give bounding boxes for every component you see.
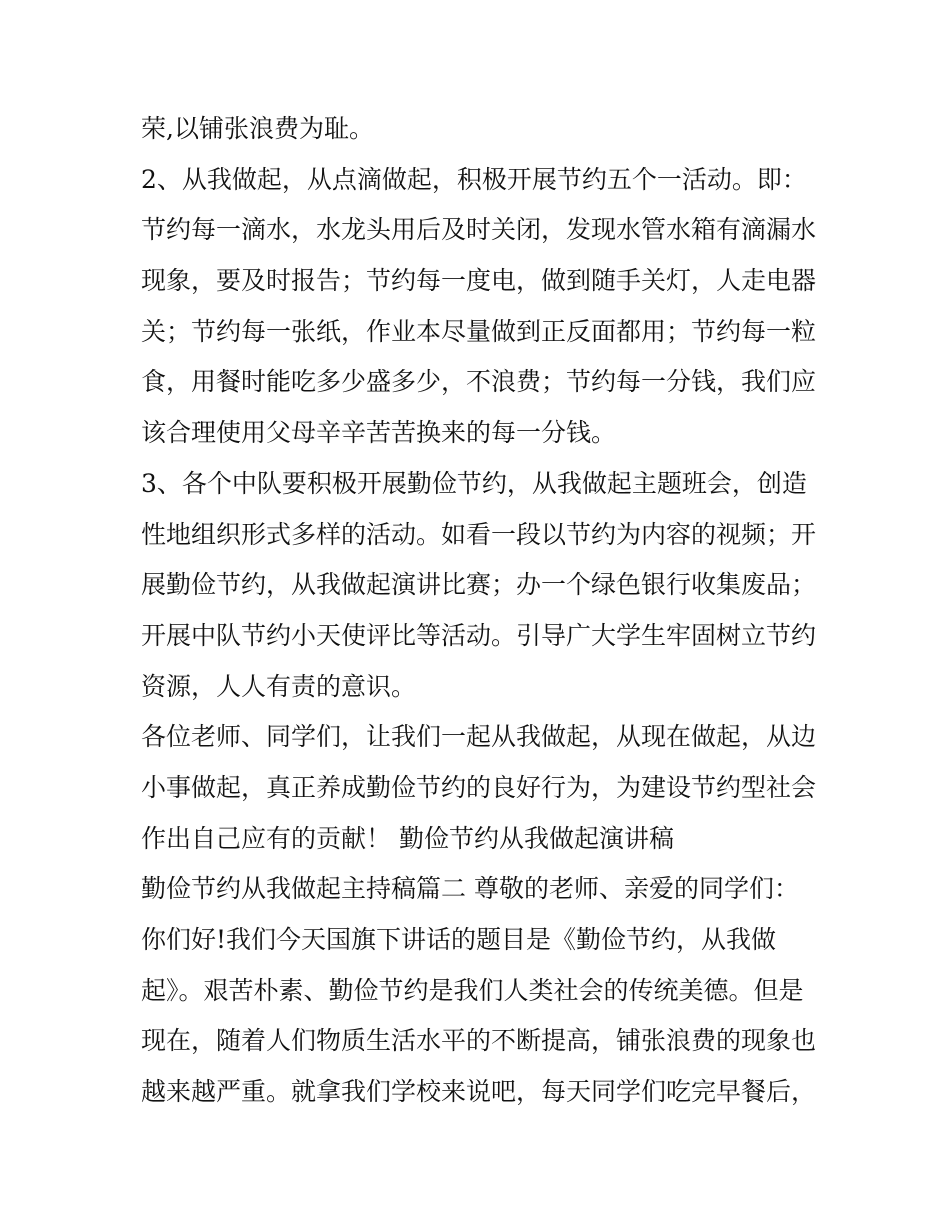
text-line: 该合理使用父母辛辛苦苦换来的每一分钱。 bbox=[141, 418, 617, 448]
text-line: 荣,以铺张浪费为耻。 bbox=[141, 114, 374, 143]
text-line: 现象，要及时报告；节约每一度电，做到随手关灯，人走电器 bbox=[141, 266, 817, 296]
text-line: 关；节约每一张纸，作业本尽量做到正反面都用；节约每一粒 bbox=[141, 316, 817, 346]
text-line: 现在，随着人们物质生活水平的不断提高，铺张浪费的现象也 bbox=[141, 1026, 817, 1056]
text-line: 作出自己应有的贡献！ 勤俭节约从我做起演讲稿 bbox=[141, 823, 674, 853]
text-line: 起》。艰苦朴素、勤俭节约是我们人类社会的传统美德。但是 bbox=[141, 975, 804, 1005]
body-text bbox=[141, 104, 821, 1118]
text-line: 你们好!我们今天国旗下讲话的题目是《勤俭节约，从我做 bbox=[141, 925, 777, 954]
text-line: 开展中队节约小天使评比等活动。引导广大学生牢固树立节约 bbox=[141, 620, 817, 650]
text-line: 勤俭节约从我做起主持稿篇二 尊敬的老师、亲爱的同学们： bbox=[141, 874, 799, 904]
text-line: 性地组织形式多样的活动。如看一段以节约为内容的视频；开 bbox=[141, 519, 817, 549]
text-line: 资源，人人有责的意识。 bbox=[141, 671, 417, 701]
text-line: 小事做起，真正养成勤俭节约的良好行为，为建设节约型社会 bbox=[141, 772, 817, 802]
text-line: 3、各个中队要积极开展勤俭节约，从我做起主题班会，创造 bbox=[141, 468, 807, 498]
text-line: 2、从我做起，从点滴做起，积极开展节约五个一活动。即： bbox=[141, 164, 807, 194]
text-line: 节约每一滴水，水龙头用后及时关闭，发现水管水箱有滴漏水 bbox=[141, 215, 817, 245]
text-line: 食，用餐时能吃多少盛多少，不浪费；节约每一分钱，我们应 bbox=[141, 367, 817, 397]
text-line: 展勤俭节约，从我做起演讲比赛；办一个绿色银行收集废品； bbox=[141, 570, 817, 600]
text-line: 各位老师、同学们，让我们一起从我做起，从现在做起，从边 bbox=[141, 722, 817, 752]
text-line: 越来越严重。就拿我们学校来说吧，每天同学们吃完早餐后， bbox=[141, 1077, 817, 1107]
